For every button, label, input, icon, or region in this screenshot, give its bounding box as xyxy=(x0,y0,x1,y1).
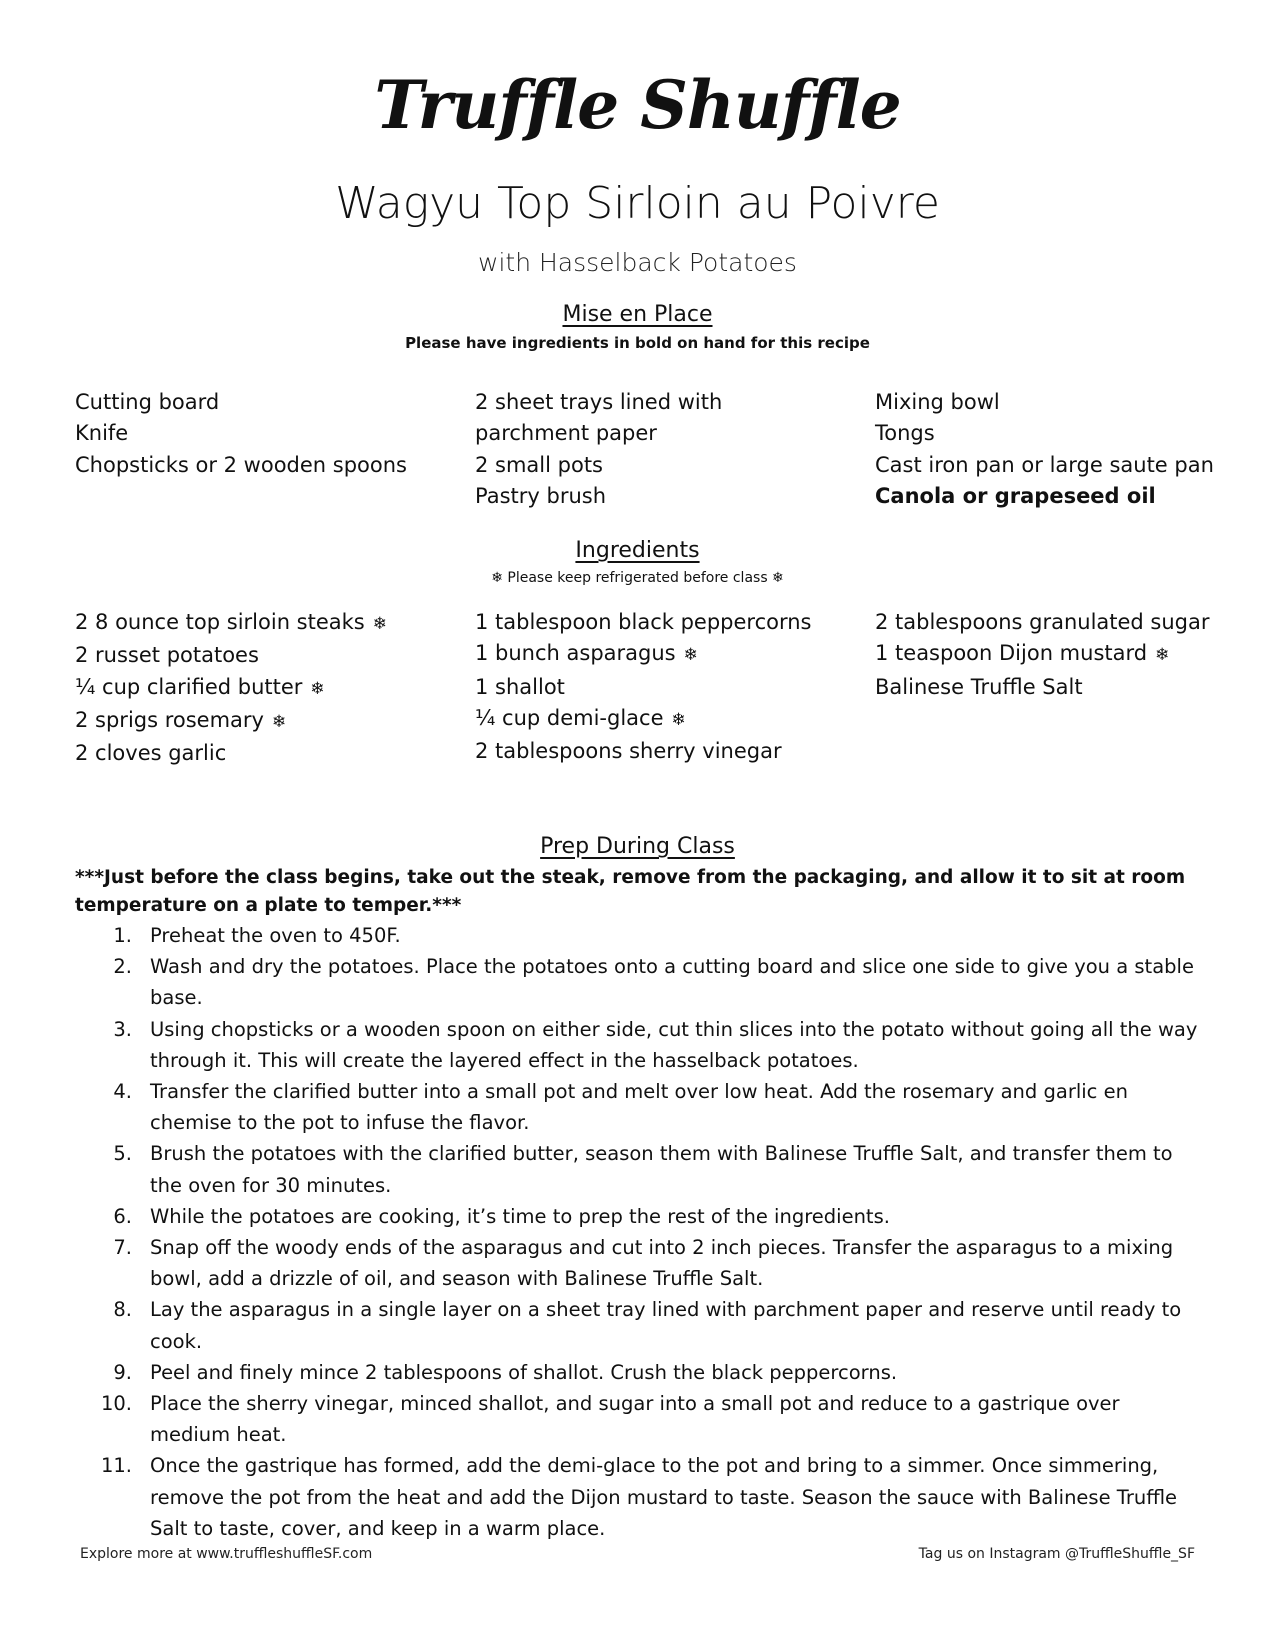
step-number: 9. xyxy=(113,1360,132,1384)
equipment-item: 2 sheet trays lined with xyxy=(475,390,723,414)
step-text: Peel and finely mince 2 tablespoons of shallot. Crush the black peppercorns. xyxy=(150,1360,898,1384)
step-number: 6. xyxy=(113,1204,132,1228)
prep-step xyxy=(75,920,1205,951)
equipment-item: Mixing bowl xyxy=(875,390,1000,414)
mise-col-1 xyxy=(75,387,475,512)
equipment-item-bold: Canola or grapeseed oil xyxy=(875,483,1156,508)
step-text: Lay the asparagus in a single layer on a sheet tray lined with parchment paper and reserve until ready to cook. xyxy=(150,1298,1182,1353)
prep-intro-note: ***Just before the class begins, take out the steak, remove from the packaging, and allow it to sit at room temperature on a plate to temper.*** xyxy=(75,867,1186,916)
mise-col-2 xyxy=(475,387,875,512)
ingredient-col-3 xyxy=(875,607,1210,769)
prep-heading: Prep During Class xyxy=(540,834,735,859)
prep-step xyxy=(75,1388,1205,1450)
snowflake-icon: ❄ xyxy=(310,678,325,699)
snowflake-icon: ❄ xyxy=(372,614,387,634)
prep-step xyxy=(75,1450,1205,1544)
step-text: While the potatoes are cooking, it’s time to prep the rest of the ingredients. xyxy=(150,1204,890,1228)
mise-note: Please have ingredients in bold on hand for this recipe xyxy=(405,334,870,352)
step-text: Place the sherry vinegar, minced shallot, and sugar into a small pot and reduce to a gastrique over medium heat. xyxy=(150,1392,1120,1447)
step-text: Once the gastrique has formed, add the demi-glace to the pot and bring to a simmer. Once simmering, remove the pot from the heat and add the Dijon mustard to taste. Season the sauce with Balinese Truffle Salt to taste, cover, and keep in a warm place. xyxy=(150,1454,1178,1540)
ingredient-item: 2 tablespoons sherry vinegar xyxy=(475,739,782,764)
prep-step xyxy=(75,1076,1205,1138)
ingredient-item: ¼ cup clarified butter ❄ xyxy=(75,674,325,699)
step-number: 8. xyxy=(113,1298,132,1322)
mise-heading: Mise en Place xyxy=(562,302,713,327)
ingredient-item: 1 shallot xyxy=(475,674,565,699)
step-text: Brush the potatoes with the clarified butter, season them with Balinese Truffle Salt, and transfer them to the oven for 30 minutes. xyxy=(150,1142,1173,1197)
step-text: Wash and dry the potatoes. Place the potatoes onto a cutting board and slice one side to give you a stable base. xyxy=(150,955,1194,1010)
step-text: Using chopsticks or a wooden spoon on either side, cut thin slices into the potato without going all the way through it. This will create the layered effect in the hasselback potatoes. xyxy=(150,1017,1198,1072)
ingredients-heading: Ingredients xyxy=(575,538,700,563)
step-text: Preheat the oven to 450F. xyxy=(150,924,401,947)
prep-step xyxy=(75,1232,1205,1294)
ingredient-item: 2 tablespoons granulated sugar xyxy=(875,610,1210,634)
prep-step xyxy=(75,1294,1205,1356)
ingredient-item: 2 sprigs rosemary ❄ xyxy=(75,707,287,732)
recipe-subtitle: with Hasselback Potatoes xyxy=(478,248,797,277)
recipe-title: Wagyu Top Sirloin au Poivre xyxy=(335,178,940,229)
prep-step xyxy=(75,1357,1205,1388)
step-number: 5. xyxy=(113,1142,132,1166)
equipment-item: Cast iron pan or large saute pan xyxy=(875,452,1214,477)
snowflake-icon: ❄ xyxy=(272,711,287,732)
equipment-item: Pastry brush xyxy=(475,483,607,508)
snowflake-icon: ❄ xyxy=(671,709,686,730)
mise-columns xyxy=(75,387,1214,512)
mise-col-3 xyxy=(875,387,1214,512)
prep-steps-list xyxy=(75,920,1205,1544)
snowflake-icon: ❄ xyxy=(1155,645,1170,666)
equipment-item: parchment paper xyxy=(475,421,657,446)
ingredient-item: ¼ cup demi-glace ❄ xyxy=(475,705,686,730)
prep-step xyxy=(75,951,1205,1013)
step-number: 3. xyxy=(113,1017,132,1041)
equipment-item: Tongs xyxy=(875,421,935,446)
ingredient-columns xyxy=(75,607,1210,769)
step-number: 1. xyxy=(113,924,132,947)
prep-step xyxy=(75,1014,1205,1076)
ingredient-item: 2 8 ounce top sirloin steaks ❄ xyxy=(75,610,387,634)
ingredient-col-1 xyxy=(75,607,475,769)
ingredient-item: 2 russet potatoes xyxy=(75,643,259,668)
footer-website: Explore more at www.truffleshuffleSF.com xyxy=(80,1546,373,1562)
step-number: 7. xyxy=(113,1236,132,1260)
footer-instagram: Tag us on Instagram @TruffleShuffle_SF xyxy=(918,1546,1195,1562)
step-text: Snap off the woody ends of the asparagus and cut into 2 inch pieces. Transfer the asparagus to a mixing bowl, add a drizzle of oil, and season with Balinese Truffle Salt. xyxy=(150,1236,1174,1291)
step-text: Transfer the clarified butter into a small pot and melt over low heat. Add the rosemary and garlic en chemise to the pot to infuse the flavor. xyxy=(150,1080,1128,1135)
ingredient-item: Balinese Truffle Salt xyxy=(875,674,1083,699)
prep-step xyxy=(75,1138,1205,1200)
equipment-item: Cutting board xyxy=(75,390,220,414)
step-number: 2. xyxy=(113,955,132,979)
ingredient-item: 1 bunch asparagus ❄ xyxy=(475,641,698,666)
refrigerate-note: ❄ Please keep refrigerated before class ❄ xyxy=(491,570,784,586)
step-number: 11. xyxy=(100,1454,132,1478)
step-number: 4. xyxy=(113,1080,132,1104)
ingredient-col-2 xyxy=(475,607,875,769)
snowflake-icon: ❄ xyxy=(683,645,698,666)
brand-logo: Truffle Shuffle xyxy=(374,66,901,144)
equipment-item: Knife xyxy=(75,421,129,446)
equipment-item: 2 small pots xyxy=(475,452,603,477)
ingredient-item: 1 tablespoon black peppercorns xyxy=(475,610,812,634)
ingredient-item: 2 cloves garlic xyxy=(75,741,227,766)
equipment-item: Chopsticks or 2 wooden spoons xyxy=(75,452,408,477)
prep-step xyxy=(75,1201,1205,1232)
ingredient-item: 1 teaspoon Dijon mustard ❄ xyxy=(875,641,1170,666)
step-number: 10. xyxy=(100,1392,132,1416)
